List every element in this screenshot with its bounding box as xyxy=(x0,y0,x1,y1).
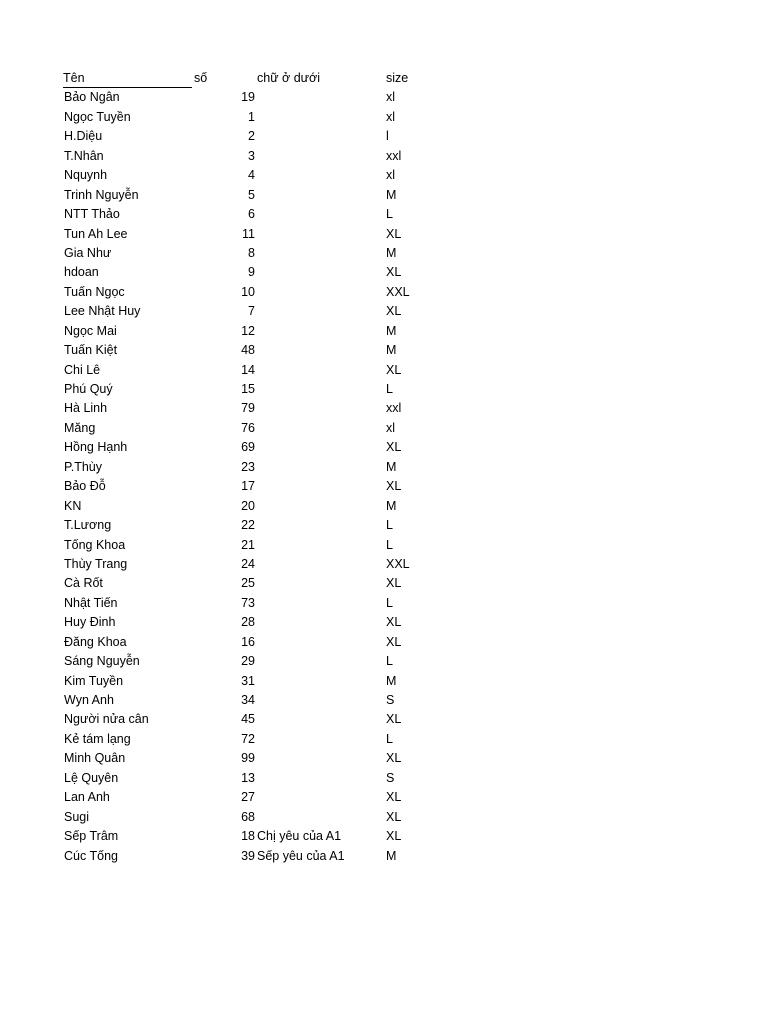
table-row xyxy=(0,691,768,710)
cell-name[interactable]: T.Nhân xyxy=(64,148,104,163)
table-row xyxy=(0,555,768,574)
cell-name[interactable]: Hồng Hạnh xyxy=(64,440,128,455)
cell-size[interactable]: xl xyxy=(386,420,396,435)
cell-number[interactable]: 25 xyxy=(241,576,255,591)
cell-number[interactable]: 12 xyxy=(241,323,255,338)
table-row xyxy=(0,302,768,321)
cell-size[interactable]: xl xyxy=(386,109,396,124)
cell-name[interactable]: Nhật Tiến xyxy=(64,595,118,610)
cell-number[interactable]: 22 xyxy=(241,518,255,533)
cell-name[interactable]: Bảo Ngân xyxy=(64,90,120,105)
table-row xyxy=(0,438,768,457)
cell-name[interactable]: NTT Thảo xyxy=(64,207,120,222)
cell-name[interactable]: Kẻ tám lạng xyxy=(64,731,131,746)
cell-name[interactable]: Minh Quân xyxy=(64,751,126,766)
table-row xyxy=(0,672,768,691)
cell-size[interactable]: l xyxy=(386,129,389,144)
cell-name[interactable]: Phú Quý xyxy=(64,382,113,396)
cell-size[interactable]: XL xyxy=(386,440,402,455)
cell-name[interactable]: Bảo Đỗ xyxy=(64,479,106,494)
cell-size[interactable]: XL xyxy=(386,634,402,649)
cell-number[interactable]: 20 xyxy=(241,498,255,513)
table-row xyxy=(0,516,768,535)
table-row xyxy=(0,186,768,205)
table-row xyxy=(0,458,768,477)
table-row xyxy=(0,166,768,185)
cell-number[interactable]: 23 xyxy=(241,459,255,474)
cell-number[interactable]: 13 xyxy=(241,770,255,785)
cell-size[interactable]: XL xyxy=(386,226,402,241)
table-row xyxy=(0,769,768,788)
cell-name[interactable]: Gia Như xyxy=(64,245,112,260)
cell-number[interactable]: 27 xyxy=(241,790,255,805)
header-name[interactable]: Tên xyxy=(63,69,192,88)
cell-name[interactable]: Lệ Quyên xyxy=(64,770,119,785)
table-row xyxy=(0,497,768,516)
cell-size[interactable]: XL xyxy=(386,809,402,824)
cell-number[interactable]: 1 xyxy=(248,109,255,124)
cell-number[interactable]: 29 xyxy=(241,654,255,669)
cell-name[interactable]: Tuấn Kiệt xyxy=(64,343,118,358)
header-note[interactable]: chữ ở dưới xyxy=(257,71,321,85)
cell-number[interactable]: 11 xyxy=(242,226,255,241)
cell-name[interactable]: KN xyxy=(64,498,82,513)
cell-number[interactable]: 5 xyxy=(248,187,255,202)
cell-size[interactable]: M xyxy=(386,245,397,260)
cell-number[interactable]: 15 xyxy=(241,382,255,396)
spreadsheet xyxy=(0,69,768,866)
cell-size[interactable]: xl xyxy=(386,90,396,105)
table-row xyxy=(0,225,768,244)
table-row xyxy=(0,108,768,127)
cell-size[interactable]: xxl xyxy=(386,401,402,416)
cell-name[interactable]: Tống Khoa xyxy=(64,537,126,552)
cell-size[interactable]: S xyxy=(386,770,395,785)
cell-size[interactable]: xxl xyxy=(386,148,402,163)
cell-number[interactable]: 18 xyxy=(241,829,255,844)
cell-size[interactable]: M xyxy=(386,459,397,474)
cell-size[interactable]: XL xyxy=(386,304,402,319)
cell-number[interactable]: 39 xyxy=(241,848,255,863)
table-row xyxy=(0,88,768,107)
table-row xyxy=(0,283,768,302)
table-row xyxy=(0,594,768,613)
data-rows xyxy=(0,88,768,866)
header-row xyxy=(0,69,768,88)
cell-size[interactable]: L xyxy=(386,537,393,552)
cell-note[interactable]: Sếp yêu của A1 xyxy=(257,848,345,863)
cell-size[interactable]: M xyxy=(386,343,397,358)
table-row xyxy=(0,127,768,146)
cell-name[interactable]: Ngọc Mai xyxy=(64,323,117,338)
cell-number[interactable]: 4 xyxy=(248,168,255,183)
cell-name[interactable]: H.Diệu xyxy=(64,129,103,144)
cell-number[interactable]: 14 xyxy=(241,362,255,377)
table-row xyxy=(0,788,768,807)
table-row xyxy=(0,730,768,749)
cell-name[interactable]: Tun Ah Lee xyxy=(64,226,128,241)
cell-number[interactable]: 21 xyxy=(241,537,255,552)
cell-name[interactable]: Sáng Nguyễn xyxy=(64,654,140,669)
cell-size[interactable]: XXL xyxy=(386,284,410,299)
cell-size[interactable]: M xyxy=(386,848,397,863)
table-row xyxy=(0,419,768,438)
cell-size[interactable]: M xyxy=(386,498,397,513)
cell-number[interactable]: 24 xyxy=(241,556,255,571)
cell-name[interactable]: Người nửa cân xyxy=(64,712,149,727)
table-row xyxy=(0,263,768,282)
table-row xyxy=(0,633,768,652)
cell-number[interactable]: 19 xyxy=(241,90,255,105)
cell-size[interactable]: L xyxy=(386,207,393,222)
cell-number[interactable]: 28 xyxy=(241,615,255,630)
cell-size[interactable]: XXL xyxy=(386,556,410,571)
table-row xyxy=(0,380,768,399)
table-row xyxy=(0,361,768,380)
cell-size[interactable]: L xyxy=(386,731,393,746)
cell-name[interactable]: Lee Nhật Huy xyxy=(64,304,141,319)
cell-size[interactable]: XL xyxy=(386,712,402,727)
cell-number[interactable]: 2 xyxy=(248,129,255,144)
cell-number[interactable]: 16 xyxy=(241,634,255,649)
cell-size[interactable]: M xyxy=(386,323,397,338)
cell-name[interactable]: Sếp Trâm xyxy=(64,829,119,844)
cell-size[interactable]: L xyxy=(386,654,393,669)
header-size[interactable]: size xyxy=(386,71,409,85)
cell-note[interactable]: Chị yêu của A1 xyxy=(257,829,342,844)
cell-size[interactable]: XL xyxy=(386,615,402,630)
table-row xyxy=(0,827,768,846)
cell-name[interactable]: P.Thùy xyxy=(64,459,102,474)
table-row xyxy=(0,808,768,827)
cell-number[interactable]: 9 xyxy=(248,265,255,280)
cell-name[interactable]: Cà Rốt xyxy=(64,576,103,591)
cell-number[interactable]: 48 xyxy=(241,343,255,358)
cell-number[interactable]: 73 xyxy=(241,595,255,610)
cell-number[interactable]: 10 xyxy=(241,284,255,299)
table-row xyxy=(0,652,768,671)
cell-number[interactable]: 17 xyxy=(241,479,255,494)
cell-name[interactable]: Đăng Khoa xyxy=(64,634,127,649)
cell-name[interactable]: Kim Tuyền xyxy=(64,673,124,688)
cell-name[interactable]: Tuấn Ngọc xyxy=(64,284,125,299)
cell-number[interactable]: 8 xyxy=(248,245,255,260)
cell-number[interactable]: 31 xyxy=(241,673,255,688)
cell-size[interactable]: XL xyxy=(386,362,402,377)
cell-size[interactable]: XL xyxy=(386,479,402,494)
cell-name[interactable]: Trinh Nguyễn xyxy=(64,187,139,202)
table-row xyxy=(0,341,768,360)
cell-size[interactable]: XL xyxy=(386,790,402,805)
cell-size[interactable]: xl xyxy=(386,168,396,183)
cell-number[interactable]: 45 xyxy=(241,712,255,727)
cell-name[interactable]: T.Lương xyxy=(64,518,112,533)
table-row xyxy=(0,147,768,166)
cell-name[interactable]: Wyn Anh xyxy=(64,693,114,707)
table-row xyxy=(0,574,768,593)
cell-size[interactable]: S xyxy=(386,693,395,707)
cell-number[interactable]: 72 xyxy=(241,731,255,746)
cell-number[interactable]: 79 xyxy=(241,401,255,416)
cell-name[interactable]: Cúc Tống xyxy=(64,848,118,863)
header-number[interactable]: số xyxy=(194,71,208,85)
cell-name[interactable]: Hà Linh xyxy=(64,401,108,416)
table-row xyxy=(0,710,768,729)
cell-number[interactable]: 99 xyxy=(241,751,255,766)
table-row xyxy=(0,536,768,555)
cell-number[interactable]: 6 xyxy=(248,207,255,222)
table-row xyxy=(0,749,768,768)
cell-size[interactable]: L xyxy=(386,382,393,396)
cell-name[interactable]: Chi Lê xyxy=(64,362,101,377)
cell-size[interactable]: L xyxy=(386,595,393,610)
cell-number[interactable]: 3 xyxy=(248,148,255,163)
cell-size[interactable]: L xyxy=(386,518,393,533)
table-row xyxy=(0,613,768,632)
table-row xyxy=(0,322,768,341)
cell-name[interactable]: Huy Đinh xyxy=(64,615,116,630)
cell-name[interactable]: Măng xyxy=(64,420,96,435)
cell-number[interactable]: 68 xyxy=(241,809,255,824)
cell-size[interactable]: XL xyxy=(386,751,402,766)
cell-number[interactable]: 69 xyxy=(241,440,255,455)
cell-number[interactable]: 34 xyxy=(241,693,255,707)
cell-size[interactable]: M xyxy=(386,187,397,202)
cell-size[interactable]: XL xyxy=(386,829,402,844)
cell-number[interactable]: 76 xyxy=(241,420,255,435)
cell-size[interactable]: XL xyxy=(386,576,402,591)
cell-size[interactable]: XL xyxy=(386,265,402,280)
table-row xyxy=(0,244,768,263)
table-row xyxy=(0,477,768,496)
cell-name[interactable]: Thùy Trang xyxy=(64,556,128,571)
cell-size[interactable]: M xyxy=(386,673,397,688)
table-row xyxy=(0,205,768,224)
table-row xyxy=(0,399,768,418)
table-row xyxy=(0,847,768,866)
cell-name[interactable]: Ngọc Tuyền xyxy=(64,109,131,124)
cell-name[interactable]: Nquynh xyxy=(64,168,108,183)
cell-name[interactable]: Lan Anh xyxy=(64,790,110,805)
cell-name[interactable]: Sugi xyxy=(64,809,90,824)
cell-name[interactable]: hdoan xyxy=(64,265,99,280)
cell-number[interactable]: 7 xyxy=(248,304,255,319)
